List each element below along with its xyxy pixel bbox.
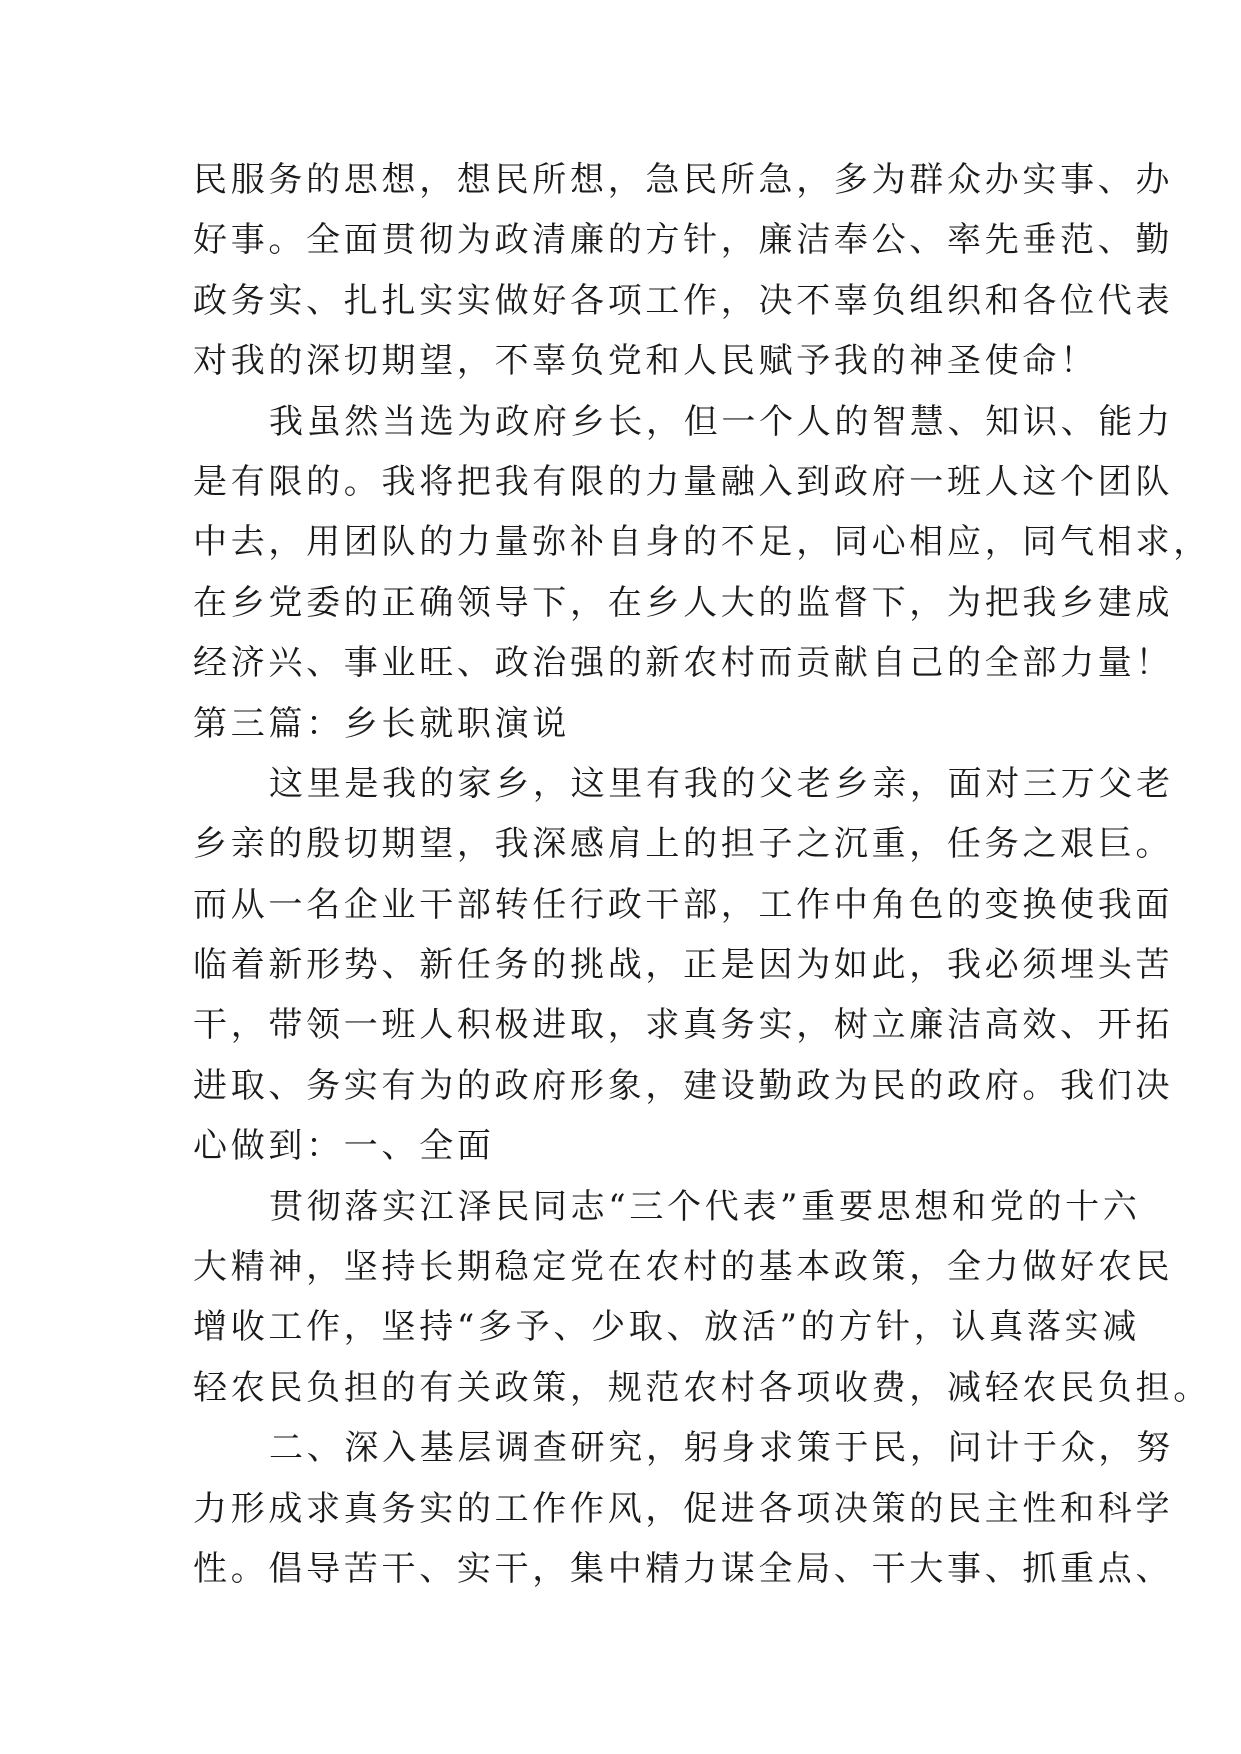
text-line: 经济兴、事业旺、政治强的新农村而贡献自己的全部力量！: [193, 643, 1174, 684]
text-line: 我虽然当选为政府乡长，但一个人的智慧、知识、能力: [269, 401, 1174, 442]
text-line: 干，带领一班人积极进取，求真务实，树立廉洁高效、开拓: [193, 1005, 1174, 1046]
text-line: 乡亲的殷切期望，我深感肩上的担子之沉重，任务之艰巨。: [193, 824, 1174, 865]
text-line: 政务实、扎扎实实做好各项工作，决不辜负组织和各位代表: [193, 280, 1174, 321]
text-line: 中去，用团队的力量弥补自身的不足，同心相应，同气相求，: [193, 522, 1211, 563]
text-line: 这里是我的家乡，这里有我的父老乡亲，面对三万父老: [269, 763, 1174, 804]
text-line: 二、深入基层调查研究，躬身求策于民，问计于众，努: [269, 1428, 1174, 1469]
text-line: 性。倡导苦干、实干，集中精力谋全局、干大事、抓重点、: [193, 1548, 1174, 1589]
text-line: 心做到：一、全面: [193, 1126, 495, 1167]
text-line: 轻农民负担的有关政策，规范农村各项收费，减轻农民负担。: [193, 1367, 1211, 1408]
text-line: 第三篇：乡长就职演说: [193, 703, 570, 744]
text-line: 在乡党委的正确领导下，在乡人大的监督下，为把我乡建成: [193, 582, 1174, 623]
text-line: 临着新形势、新任务的挑战，正是因为如此，我必须埋头苦: [193, 945, 1174, 986]
text-line: 力形成求真务实的工作作风，促进各项决策的民主性和科学: [193, 1488, 1174, 1529]
text-line: 对我的深切期望，不辜负党和人民赋予我的神圣使命！: [193, 341, 1098, 382]
text-line: 好事。全面贯彻为政清廉的方针，廉洁奉公、率先垂范、勤: [193, 220, 1174, 261]
text-line: 是有限的。我将把我有限的力量融入到政府一班人这个团队: [193, 461, 1174, 502]
text-line: 大精神，坚持长期稳定党在农村的基本政策，全力做好农民: [193, 1247, 1174, 1288]
document-body: [193, 150, 1211, 1599]
text-line: 增收工作，坚持“多予、少取、放活”的方针，认真落实减: [193, 1307, 1140, 1348]
text-line: 贯彻落实江泽民同志“三个代表”重要思想和党的十六: [269, 1186, 1141, 1227]
text-line: 进取、务实有为的政府形象，建设勤政为民的政府。我们决: [193, 1065, 1174, 1106]
text-line: 而从一名企业干部转任行政干部，工作中角色的变换使我面: [193, 884, 1174, 925]
text-line: 民服务的思想，想民所想，急民所急，多为群众办实事、办: [193, 160, 1174, 200]
